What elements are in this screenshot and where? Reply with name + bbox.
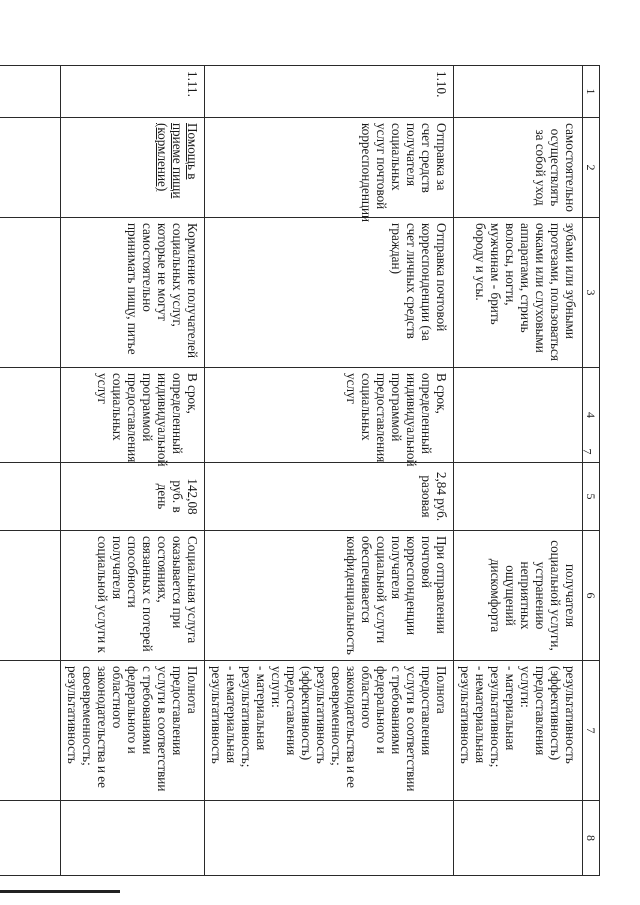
table-row — [61, 66, 205, 876]
scan-edge-mark — [0, 890, 120, 893]
service-description: зубами или зубными протезами, пользоваться очками или слуховыми аппаратами, стричь волосы, ногти, мужчинам - брить бороду и усы. — [454, 218, 583, 368]
header-cell: 5 — [583, 463, 600, 531]
extra-cell — [61, 801, 205, 876]
row-number: 1.10. — [205, 66, 454, 118]
header-cell: 6 — [583, 531, 600, 661]
service-description: Отправка почтовой корреспонденции (за счет личных средств граждан) — [205, 218, 454, 368]
extra-cell — [454, 801, 583, 876]
header-cell: 8 — [583, 801, 600, 876]
service-indicators: Полнота предоставления услуги в соответствии с требованиями федерального и областного законодательства и ее своевременность; результативность (эффективность) предоставления услуги: - материальная результативность; - нематериальная результативность — [205, 661, 454, 801]
row-number: 1.11. — [61, 66, 205, 118]
table-row-empty — [0, 66, 61, 876]
row-number — [454, 66, 583, 118]
header-row — [583, 66, 600, 876]
empty-cell — [0, 801, 61, 876]
empty-cell — [0, 463, 61, 531]
service-indicators: Полнота предоставления услуги в соответствии с требованиями федерального и областного законодательства и ее своевременность; результативность — [61, 661, 205, 801]
empty-cell — [0, 531, 61, 661]
table-row — [205, 66, 454, 876]
service-cost: 142,08 руб. в день — [61, 463, 205, 531]
empty-cell — [0, 66, 61, 118]
rotated-table-container — [65, 65, 600, 875]
header-cell: 4 — [583, 368, 600, 463]
service-cost — [454, 463, 583, 531]
service-name: Помощь в приеме пищи (кормление) — [61, 118, 205, 218]
service-term: В срок, определенный индивидуальной программой предоставления социальных услуг — [61, 368, 205, 463]
header-cell: 1 — [583, 66, 600, 118]
service-conditions: получателя социальной услуги, устранению неприятных ощущений дискомфорта — [454, 531, 583, 661]
service-description: Кормление получателей социальных услуг, которые не могут самостоятельно принимать пищу, питье — [61, 218, 205, 368]
service-term — [454, 368, 583, 463]
empty-cell — [0, 218, 61, 368]
table-row — [454, 66, 583, 876]
service-name: самостоятельно осуществлять за собой уход — [454, 118, 583, 218]
header-cell: 3 — [583, 218, 600, 368]
service-conditions: Социальная услуга оказывается при состояниях, связанных с потерей способности получателя социальной услуги к — [61, 531, 205, 661]
service-term: В срок, определенный индивидуальной программой предоставления социальных услуг — [205, 368, 454, 463]
empty-cell — [0, 368, 61, 463]
service-conditions: При отправлении почтовой корреспонденции получателя социальной услуги обеспечивается конфиденциальность — [205, 531, 454, 661]
header-cell: 7 — [583, 661, 600, 801]
service-indicators: результативность (эффективность) предоставления услуги: - материальная результативность; - нематериальная результативность — [454, 661, 583, 801]
service-cost: 2,84 руб. разовая — [205, 463, 454, 531]
empty-cell — [0, 661, 61, 801]
service-name: Отправка за счет средств получателя социальных услуг почтовой корреспонденции — [205, 118, 454, 218]
empty-cell — [0, 118, 61, 218]
page-number: 7 — [580, 448, 595, 455]
header-cell: 2 — [583, 118, 600, 218]
services-table — [0, 65, 600, 876]
extra-cell — [205, 801, 454, 876]
